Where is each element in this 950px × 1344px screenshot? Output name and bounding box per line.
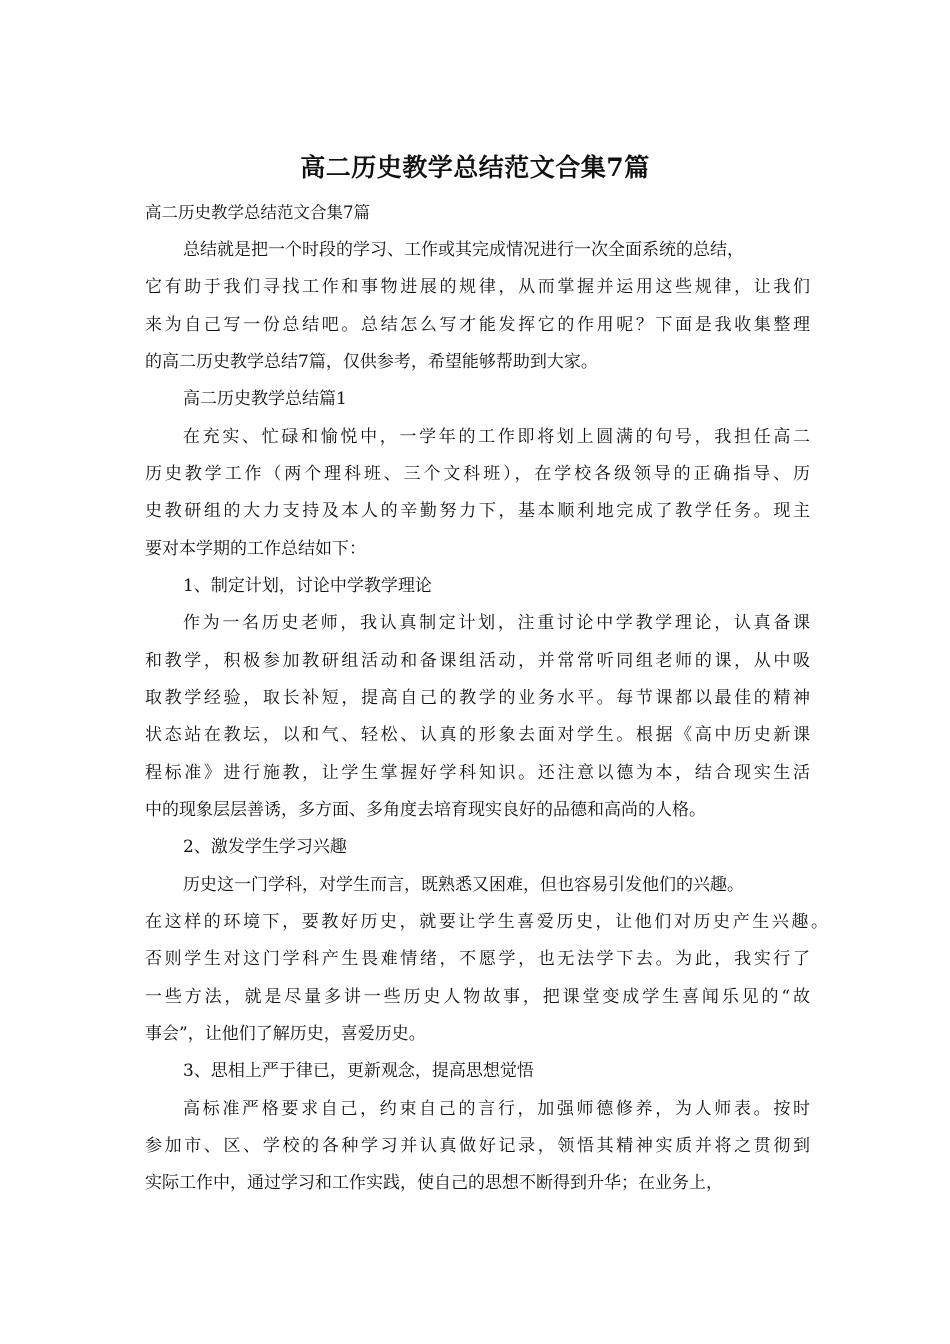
subheading-3: 3、思相上严于律已，更新观念，提高思想觉悟 <box>183 1061 534 1081</box>
para4-line-3: 实际工作中，通过学习和工作实践，使自己的思想不断得到升华；在业务上， <box>145 1173 723 1193</box>
para4-line-1: 高标准严格要求自己，约束自己的言行，加强师德修养，为人师表。按时 <box>183 1099 810 1119</box>
para3-line-4: 一些方法，就是尽量多讲一些历史人物故事，把课堂变成学生喜闻乐见的“故 <box>145 987 810 1007</box>
section-heading-1: 高二历史教学总结篇1 <box>183 389 347 409</box>
intro-line-2: 它有助于我们寻找工作和事物进展的规律，从而掌握并运用这些规律，让我们 <box>145 277 810 297</box>
para2-line-5: 程标准》进行施教，让学生掌握好学科知识。还注意以德为本，结合现实生活 <box>145 763 810 783</box>
para1-line-2: 历史教学工作（两个理科班、三个文科班），在学校各级领导的正确指导、历 <box>145 464 810 484</box>
para3-line-5: 事会”，让他们了解历史，喜爱历史。 <box>145 1024 426 1044</box>
document-title: 高二历史教学总结范文合集7篇 <box>300 153 650 182</box>
para2-line-2: 和教学，积极参加教研组活动和备课组活动，并常常听同组老师的课，从中吸 <box>145 651 810 671</box>
para1-line-4: 要对本学期的工作总结如下： <box>145 539 366 559</box>
para3-line-1: 历史这一门学科，对学生而言，既熟悉又困难，但也容易引发他们的兴趣。 <box>183 875 744 895</box>
subheading-2: 2、激发学生学习兴趣 <box>183 837 347 857</box>
subheading-1: 1、制定计划，讨论中学教学理论 <box>183 576 432 596</box>
intro-line-4: 的高二历史教学总结7篇，仅供参考，希望能够帮助到大家。 <box>145 352 598 372</box>
para3-line-2: 在这样的环境下，要教好历史，就要让学生喜爱历史，让他们对历史产生兴趣。 <box>145 912 828 932</box>
para2-line-3: 取教学经验，取长补短，提高自己的教学的业务水平。每节课都以最佳的精神 <box>145 688 810 708</box>
para1-line-3: 史教研组的大力支持及本人的辛勤努力下，基本顺利地完成了教学任务。现主 <box>145 501 810 521</box>
para2-line-6: 中的现象层层善诱，多方面、多角度去培育现实良好的品德和高尚的人格。 <box>145 800 706 820</box>
intro-line-1: 总结就是把一个时段的学习、工作或其完成情况进行一次全面系统的总结， <box>183 240 744 260</box>
para2-line-1: 作为一名历史老师，我认真制定计划，注重讨论中学教学理论，认真备课 <box>183 613 810 633</box>
para3-line-3: 否则学生对这门学科产生畏难情绪，不愿学，也无法学下去。为此，我实行了 <box>145 949 810 969</box>
para2-line-4: 状态站在教坛，以和气、轻松、认真的形象去面对学生。根据《高中历史新课 <box>145 725 810 745</box>
para4-line-2: 参加市、区、学校的各种学习并认真做好记录，领悟其精神实质并将之贯彻到 <box>145 1136 810 1156</box>
para1-line-1: 在充实、忙碌和愉悦中，一学年的工作即将划上圆满的句号，我担任高二 <box>183 427 810 447</box>
document-subtitle: 高二历史教学总结范文合集7篇 <box>145 203 370 222</box>
intro-line-3: 来为自己写一份总结吧。总结怎么写才能发挥它的作用呢？下面是我收集整理 <box>145 315 810 335</box>
